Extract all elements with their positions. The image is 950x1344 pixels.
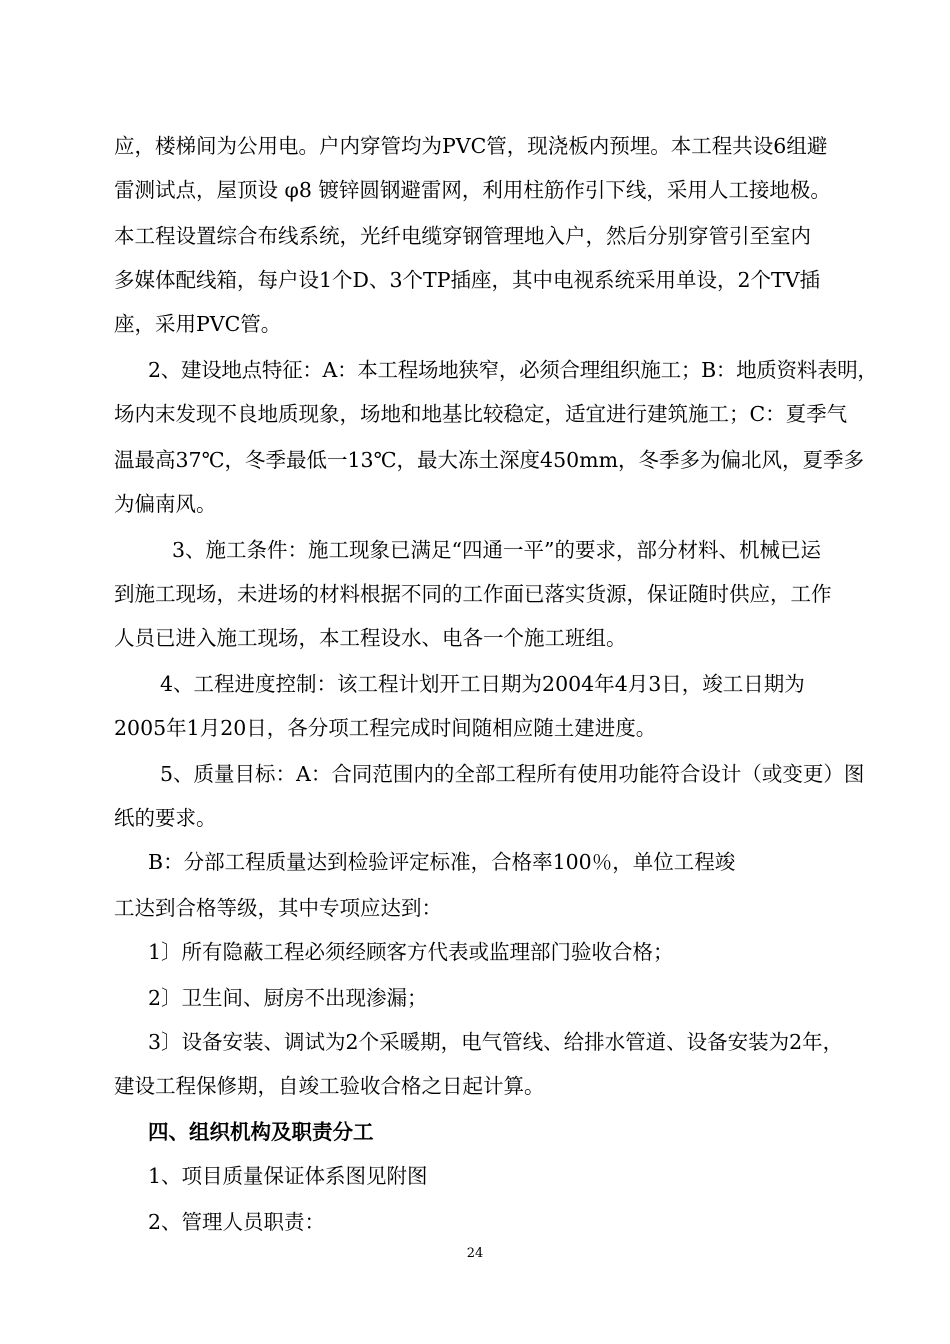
paragraph-line: 纸的要求。	[114, 806, 217, 830]
paragraph-line: 5、质量目标：A：合同范围内的全部工程所有使用功能符合设计（或变更）图	[160, 762, 865, 786]
paragraph-line: 场内末发现不良地质现象，场地和地基比较稳定，适宜进行建筑施工；C：夏季气	[114, 402, 848, 426]
paragraph-line: 雷测试点，屋顶设 φ8 镀锌圆钢避雷网，利用柱筋作引下线，采用人工接地极。	[114, 178, 831, 202]
paragraph-line: 座，采用PVC管。	[114, 312, 282, 336]
list-item: 1〕所有隐蔽工程必须经顾客方代表或监理部门验收合格；	[148, 940, 674, 964]
paragraph-line: 应，楼梯间为公用电。户内穿管均为PVC管，现浇板内预埋。本工程共设6组避	[114, 134, 828, 158]
paragraph-line: 2、管理人员职责：	[148, 1210, 326, 1234]
paragraph-line: 3、施工条件：施工现象已满足“四通一平”的要求，部分材料、机械已运	[172, 538, 822, 562]
page-number: 24	[466, 1246, 484, 1261]
paragraph-line: 多媒体配线箱，每户设1个D、3个TP插座，其中电视系统采用单设，2个TV插	[114, 268, 821, 292]
paragraph-line: 本工程设置综合布线系统，光纤电缆穿钢管理地入户，然后分别穿管引至室内	[114, 224, 811, 248]
paragraph-line: 2、建设地点特征：A：本工程场地狭窄，必须合理组织施工；B：地质资料表明，	[148, 358, 878, 382]
paragraph-line: 1、项目质量保证体系图见附图	[148, 1164, 428, 1188]
list-item: 2〕卫生间、厨房不出现渗漏；	[148, 986, 428, 1010]
list-item: 3〕设备安装、调试为2个采暖期，电气管线、给排水管道、设备安装为2年，	[148, 1030, 844, 1054]
paragraph-line: 到施工现场，未进场的材料根据不同的工作面已落实货源，保证随时供应，工作	[114, 582, 832, 606]
paragraph-line: 温最高37℃，冬季最低一13℃，最大冻土深度450mm，冬季多为偏北风，夏季多	[114, 448, 865, 472]
paragraph-line: 为偏南风。	[114, 492, 217, 516]
paragraph-line: B：分部工程质量达到检验评定标准，合格率100％，单位工程竣	[148, 850, 736, 874]
paragraph-line: 4、工程进度控制：该工程计划开工日期为2004年4月3日，竣工日期为	[160, 672, 805, 696]
paragraph-line: 工达到合格等级，其中专项应达到：	[114, 896, 442, 920]
paragraph-line: 人员已进入施工现场，本工程设水、电各一个施工班组。	[114, 626, 627, 650]
paragraph-line: 建设工程保修期，自竣工验收合格之日起计算。	[114, 1074, 545, 1098]
paragraph-line: 2005年1月20日，各分项工程完成时间随相应随土建进度。	[114, 716, 657, 740]
section-heading: 四、组织机构及职责分工	[148, 1120, 374, 1144]
